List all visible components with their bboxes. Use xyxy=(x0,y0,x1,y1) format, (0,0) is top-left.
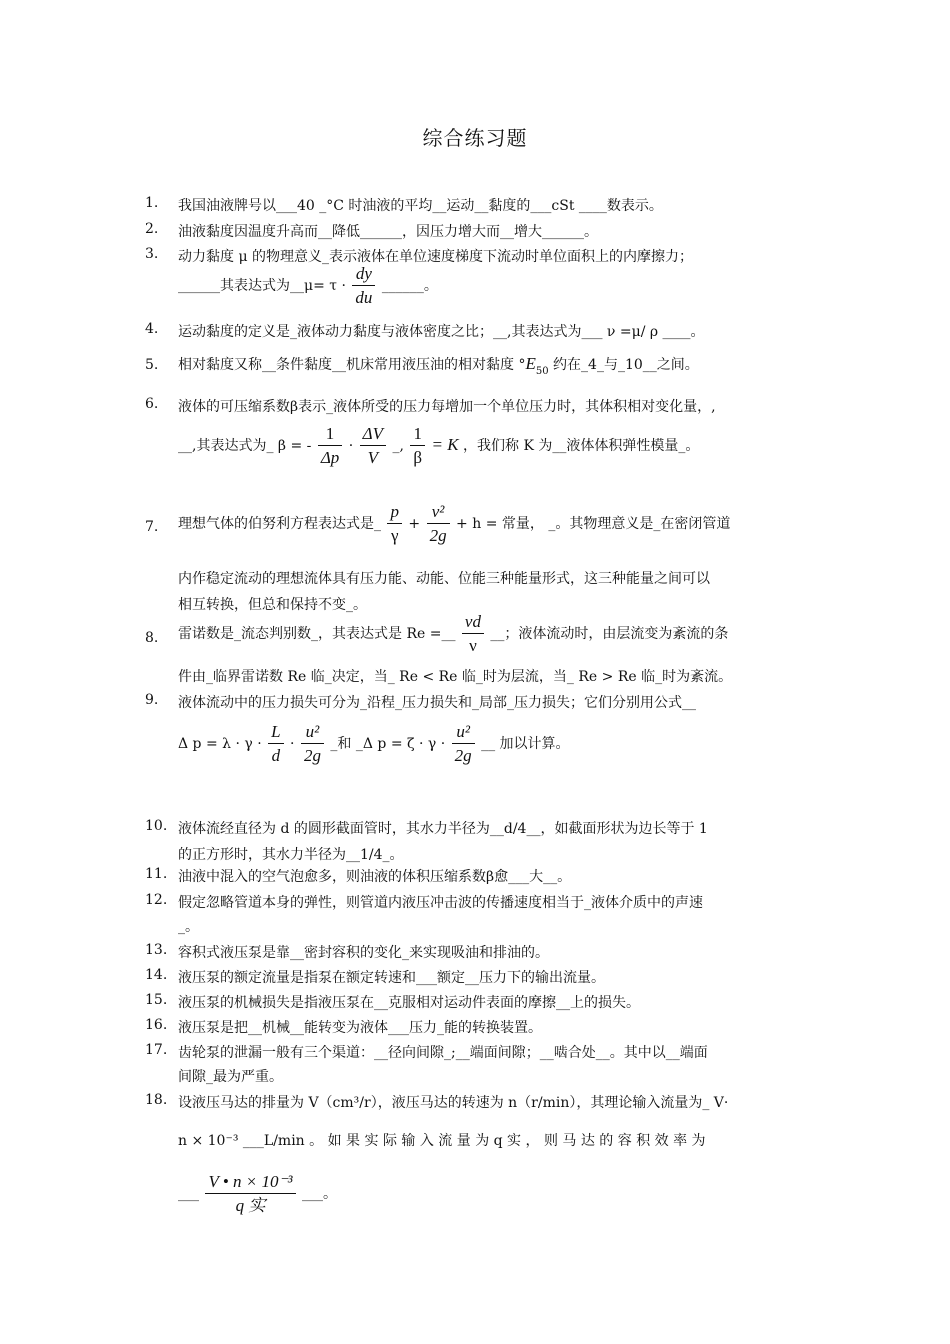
fraction-l-d xyxy=(268,722,283,766)
item-text: 液体的可压缩系数β表示_液体所受的压力每增加一个单位压力时，其体积相对变化量，, xyxy=(178,399,716,415)
item-number: 10. xyxy=(145,818,168,834)
fraction-p-gamma xyxy=(387,502,402,546)
item-number: 18. xyxy=(145,1092,168,1108)
item-text xyxy=(178,354,699,377)
item-text: 油液中混入的空气泡愈多，则油液的体积压缩系数β愈___大__。 xyxy=(178,869,572,885)
formula-line xyxy=(178,424,699,468)
item-text: 件由_临界雷诺数 Re 临_决定，当_ Re < Re 临_时为层流，当_ Re > Re 临_时为紊流。 xyxy=(178,669,733,685)
fraction-dv-v xyxy=(360,424,386,468)
item-text: 液压泵的机械损失是指液压泵在__克服相对运动件表面的摩擦__上的损失。 xyxy=(178,995,640,1011)
fraction-numerator: L xyxy=(268,722,283,744)
item-number: 12. xyxy=(145,892,168,908)
formula-suffix: __ 加以计算。 xyxy=(481,736,570,752)
dot-operator: · xyxy=(290,736,295,752)
dot-operator: · xyxy=(348,438,354,454)
fraction-denominator: q 实 xyxy=(235,1196,266,1215)
fraction-vd-nu xyxy=(462,612,484,656)
item-text-rest: __；液体流动时，由层流变为紊流的条 xyxy=(490,626,729,642)
page-title: 综合练习题 xyxy=(422,126,528,150)
formula-suffix: ______。 xyxy=(381,278,438,294)
fraction-numerator: p xyxy=(387,502,402,524)
fraction-u2-2g xyxy=(452,722,475,766)
fraction-denominator: d xyxy=(271,746,281,765)
formula-prefix: ______其表达式为__μ= τ · xyxy=(178,278,346,294)
fraction-1-dp xyxy=(318,424,342,468)
item-number: 16. xyxy=(145,1017,168,1033)
item-number: 6. xyxy=(145,396,159,412)
item-number: 2. xyxy=(145,221,159,237)
item-number: 5. xyxy=(145,357,159,373)
fraction-1-beta xyxy=(410,424,425,468)
item-text: 油液黏度因温度升高而__降低______，因压力增大而__增大______。 xyxy=(178,224,598,240)
item-text: 运动黏度的定义是_液体动力黏度与液体密度之比；__,其表达式为___ ν =μ/ ρ ____。 xyxy=(178,324,705,340)
plus-operator: + xyxy=(408,516,421,532)
fraction-denominator: ν xyxy=(469,636,477,655)
item-number: 15. xyxy=(145,992,168,1008)
fraction-denominator: Δp xyxy=(320,448,340,467)
item-text: 我国油液牌号以___40 _°C 时油液的平均__运动__黏度的___cSt ____数表示。 xyxy=(178,198,663,214)
item-text: 设液压马达的排量为 V（cm³/r），液压马达的转速为 n（r/min），其理论输入流量为_ V· xyxy=(178,1095,729,1111)
item-number: 11. xyxy=(145,866,168,882)
item-number: 8. xyxy=(145,630,159,646)
fraction-denominator: 2g xyxy=(454,746,472,765)
formula-suffix: ，我们称 K 为__液体体积弹性模量_。 xyxy=(463,438,700,454)
fraction-numerator: 1 xyxy=(318,424,342,446)
item-text: 动力黏度 μ 的物理意义_表示液体在单位速度梯度下流动时单位面积上的内摩擦力； xyxy=(178,249,693,265)
item-text: 相互转换，但总和保持不变_。 xyxy=(178,597,367,613)
text-part-a: 相对黏度又称__条件黏度__机床常用液压油的相对黏度 ° xyxy=(178,357,526,373)
blank-after: ___。 xyxy=(301,1186,337,1202)
e-subscript: 50 xyxy=(535,366,549,377)
e-symbol: E xyxy=(525,354,536,373)
formula-line xyxy=(178,722,570,766)
fraction-numerator: 1 xyxy=(410,424,425,446)
item-text: 容积式液压泵是靠__密封容积的变化_来实现吸油和排油的。 xyxy=(178,945,549,961)
blank-before: ___ xyxy=(178,1186,199,1202)
fraction-denominator: γ xyxy=(390,526,399,545)
text-part-b: 约在_4_与_10__之间。 xyxy=(553,357,699,373)
item-number: 7. xyxy=(145,519,159,535)
item-text: 间隙_最为严重。 xyxy=(178,1069,283,1085)
fraction-numerator: u² xyxy=(452,722,475,744)
item-text: 齿轮泵的泄漏一般有三个渠道：__径向间隙_;__端面间隙；__啮合处__。其中以__端面 xyxy=(178,1045,708,1061)
formula-prefix: __,其表达式为_ β = - xyxy=(178,438,312,454)
fraction-numerator: v² xyxy=(427,502,450,524)
formula-line xyxy=(178,1172,337,1216)
fraction-denominator: V xyxy=(367,448,379,467)
item-number: 3. xyxy=(145,246,159,262)
item-text: 理想气体的伯努利方程表达式是_ xyxy=(178,516,381,532)
item-text: n × 10⁻³ ___L/min 。 如 果 实 际 输 入 流 量 为 q 实 ， 则 马 达 的 容 积 效 率 为 xyxy=(178,1133,706,1149)
separator: _, xyxy=(392,438,404,454)
formula-and: _和 _Δ p = ζ · γ · xyxy=(330,736,446,752)
equals-k: = K xyxy=(431,435,459,454)
item-text: 液压泵是把__机械__能转变为液体___压力_能的转换装置。 xyxy=(178,1020,542,1036)
formula-prefix: Δ p = λ · γ · xyxy=(178,736,262,752)
item-text: 液体流经直径为 d 的圆形截面管时，其水力半径为__d/4__，如截面形状为边长等于 1 xyxy=(178,821,708,837)
formula-line xyxy=(178,264,438,308)
item-text: 内作稳定流动的理想流体具有压力能、动能、位能三种能量形式，这三种能量之间可以 xyxy=(178,571,710,587)
fraction-numerator: u² xyxy=(301,722,324,744)
item-number: 4. xyxy=(145,321,159,337)
fraction-volumetric-efficiency xyxy=(205,1172,295,1216)
fraction-denominator: 2g xyxy=(303,746,321,765)
fraction-denominator: β xyxy=(413,448,423,467)
item-number: 9. xyxy=(145,692,159,708)
item-text: 液体流动中的压力损失可分为_沿程_压力损失和_局部_压力损失；它们分别用公式__ xyxy=(178,695,696,711)
formula-line xyxy=(178,502,730,546)
item-number: 14. xyxy=(145,967,168,983)
item-text: 的正方形时，其水力半径为__1/4_。 xyxy=(178,847,404,863)
item-text: 液压泵的额定流量是指泵在额定转速和___额定__压力下的输出流量。 xyxy=(178,970,605,986)
item-text: _。 xyxy=(178,919,199,935)
item-number: 17. xyxy=(145,1042,168,1058)
item-text: 雷诺数是_流态判别数_，其表达式是 Re =__ xyxy=(178,626,456,642)
fraction-numerator: dy xyxy=(352,264,375,286)
item-text-rest: + h = 常量， _。其物理意义是_在密闭管道 xyxy=(456,516,731,532)
formula-line xyxy=(178,612,728,656)
item-number: 13. xyxy=(145,942,168,958)
fraction-u2-2g xyxy=(301,722,324,766)
item-text: 假定忽略管道本身的弹性，则管道内液压冲击波的传播速度相当于_液体介质中的声速 xyxy=(178,895,703,911)
fraction-denominator: du xyxy=(355,288,373,307)
fraction-denominator: 2g xyxy=(429,526,447,545)
fraction-numerator: vd xyxy=(462,612,484,634)
fraction-numerator: ΔV xyxy=(360,424,386,446)
fraction-dy-du xyxy=(352,264,375,308)
fraction-numerator: V • n × 10⁻³ xyxy=(205,1172,295,1194)
item-number: 1. xyxy=(145,195,159,211)
fraction-v2-2g xyxy=(427,502,450,546)
